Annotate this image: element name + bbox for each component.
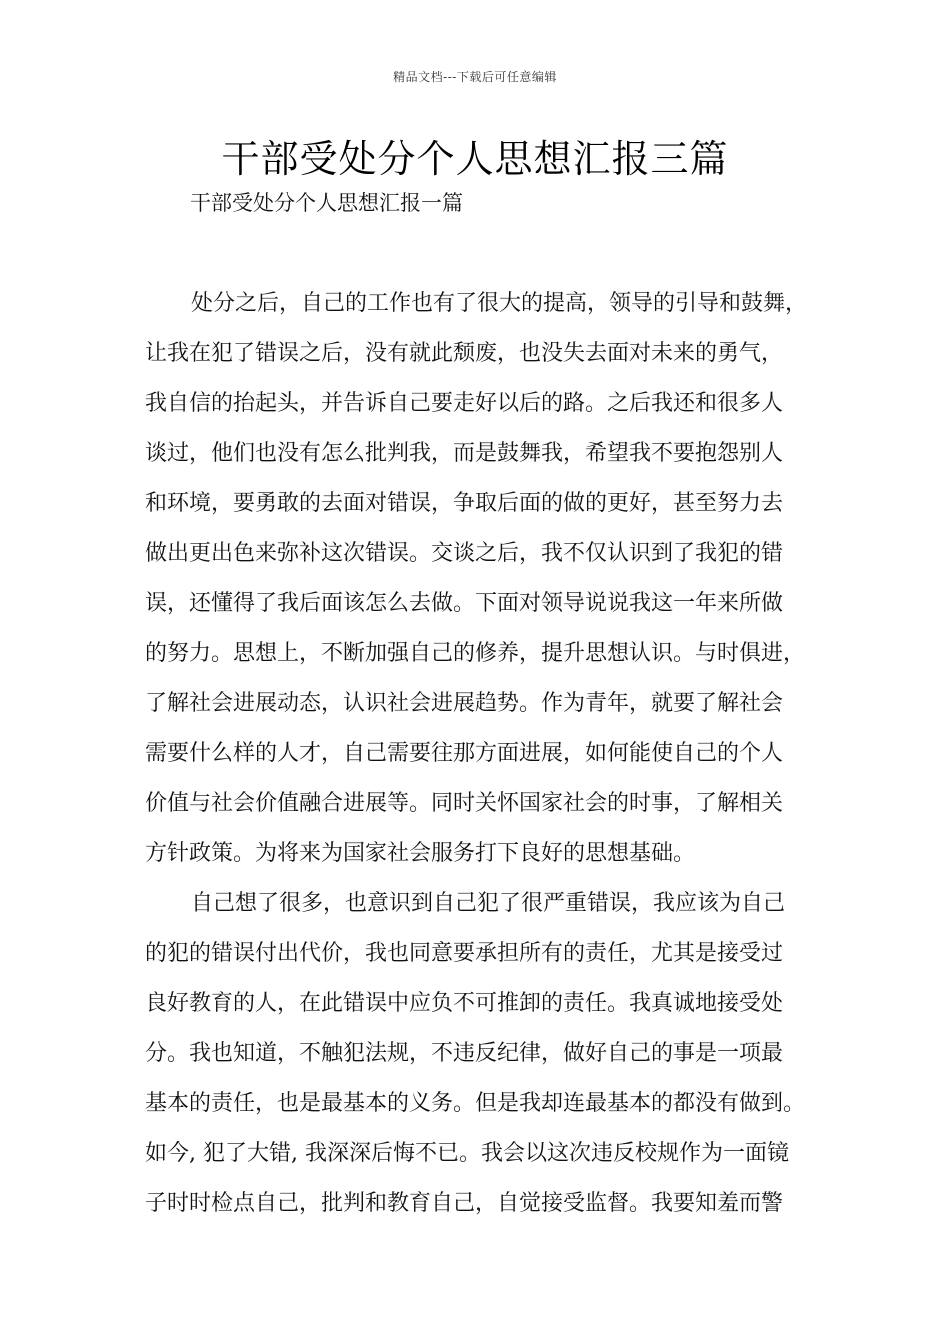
text-line: 了解社会进展动态，认识社会进展趋势。作为青年，就要了解社会	[145, 691, 784, 716]
text-line: 子时时检点自己，批判和教育自己，自觉接受监督。我要知羞而警	[145, 1191, 784, 1216]
text-line: 做出更出色来弥补这次错误。交谈之后，我不仅认识到了我犯的错	[145, 541, 784, 566]
text-line: 让我在犯了错误之后，没有就此颓废，也没失去面对未来的勇气，	[145, 341, 784, 366]
text-line: 价值与社会价值融合进展等。同时关怀国家社会的时事，了解相关	[145, 791, 784, 816]
text-line: 的努力。思想上，不断加强自己的修养，提升思想认识。与时俱进，	[145, 641, 806, 666]
text-line: 基本的责任，也是最基本的义务。但是我却连最基本的都没有做到。	[145, 1091, 806, 1116]
document-subtitle: 干部受处分个人思想汇报一篇	[190, 191, 463, 215]
text-line: 的犯的错误付出代价，我也同意要承担所有的责任，尤其是接受过	[145, 941, 784, 966]
text-line: 良好教育的人，在此错误中应负不可推卸的责任。我真诚地接受处	[145, 991, 784, 1016]
text-line: 我自信的抬起头，并告诉自己要走好以后的路。之后我还和很多人	[145, 391, 784, 416]
document-title: 干部受处分个人思想汇报三篇	[221, 137, 729, 181]
text-line: 方针政策。为将来为国家社会服务打下良好的思想基础。	[145, 841, 696, 866]
text-line: 自己想了很多，也意识到自己犯了很严重错误，我应该为自己	[191, 891, 786, 916]
header-note: 精品文档---下载后可任意编辑	[393, 70, 557, 84]
text-line: 如今, 犯了大错, 我深深后悔不已。我会以这次违反校规作为一面镜	[145, 1141, 789, 1166]
body-text	[145, 279, 825, 1229]
text-line: 误，还懂得了我后面该怎么去做。下面对领导说说我这一年来所做	[145, 591, 784, 616]
text-line: 谈过，他们也没有怎么批判我，而是鼓舞我，希望我不要抱怨别人	[145, 441, 784, 466]
text-line: 需要什么样的人才，自己需要往那方面进展，如何能使自己的个人	[145, 741, 784, 766]
text-line: 分。我也知道，不触犯法规，不违反纪律，做好自己的事是一项最	[145, 1041, 784, 1066]
text-line: 和环境，要勇敢的去面对错误，争取后面的做的更好，甚至努力去	[145, 491, 784, 516]
text-line: 处分之后，自己的工作也有了很大的提高，领导的引导和鼓舞，	[191, 291, 808, 316]
